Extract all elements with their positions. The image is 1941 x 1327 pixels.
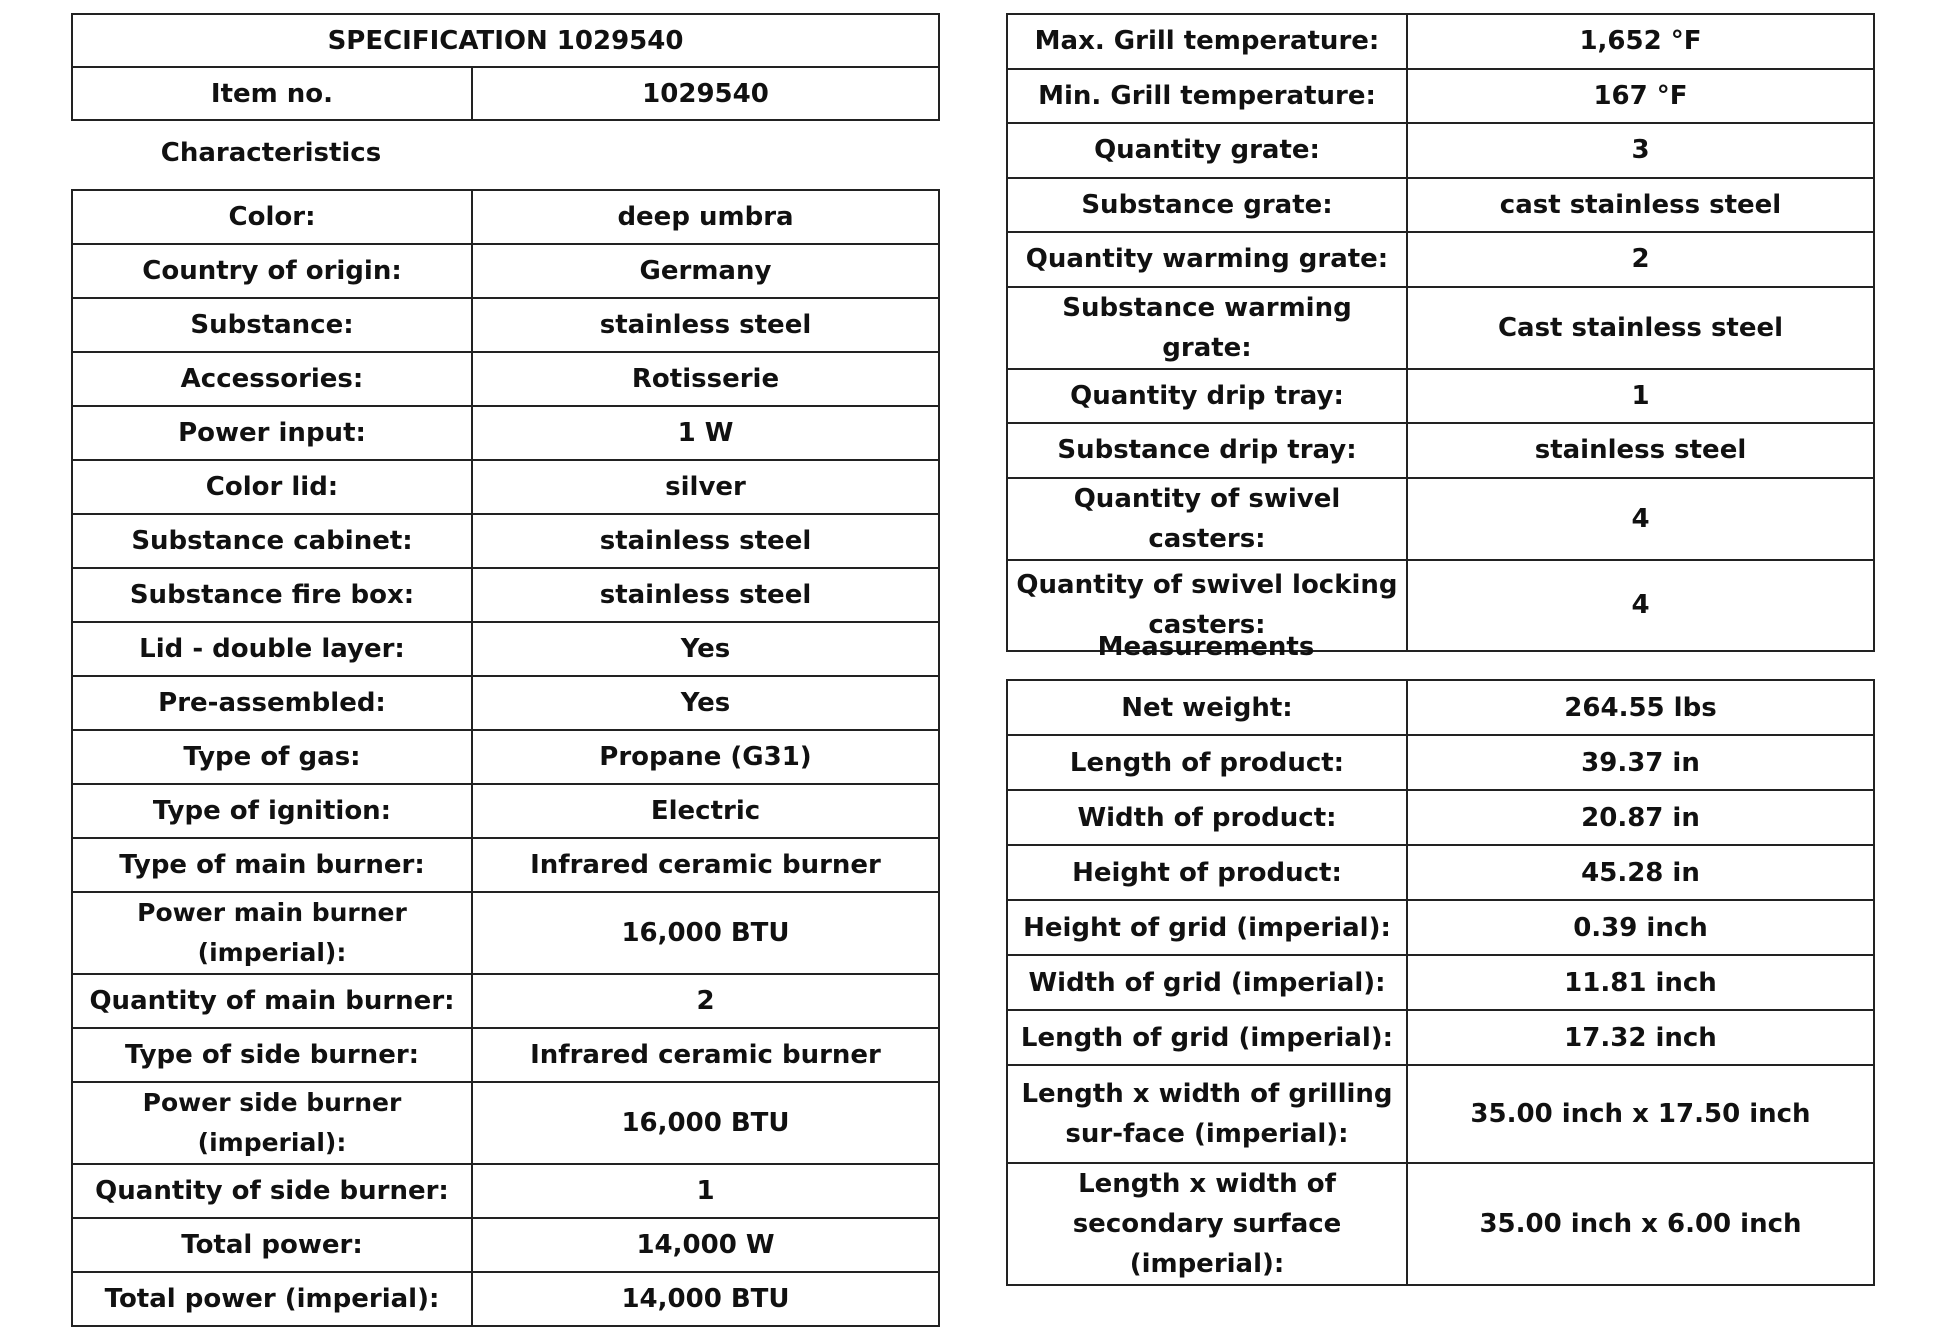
spec-label: Accessories: — [72, 352, 472, 406]
spec-value: stainless steel — [472, 514, 939, 568]
spec-row — [1007, 955, 1874, 1010]
measurements-heading: Measurements — [1097, 632, 1315, 662]
item-no-value: 1029540 — [472, 67, 939, 120]
spec-label: Lid - double layer: — [72, 622, 472, 676]
spec-value: 4 — [1407, 478, 1874, 560]
spec-row — [72, 190, 939, 244]
spec-row — [1007, 123, 1874, 178]
spec-row — [1007, 478, 1874, 560]
spec-value: stainless steel — [472, 298, 939, 352]
item-no-label: Item no. — [72, 67, 472, 120]
spec-value: Germany — [472, 244, 939, 298]
spec-value: 1 — [1407, 369, 1874, 424]
spec-row — [1007, 69, 1874, 124]
specification-title-row — [72, 14, 939, 67]
spec-label: Height of product: — [1007, 845, 1407, 900]
spec-row — [1007, 900, 1874, 955]
spec-label: Quantity of main burner: — [72, 974, 472, 1028]
spec-row — [1007, 1010, 1874, 1065]
spec-value: stainless steel — [472, 568, 939, 622]
spec-row — [72, 1028, 939, 1082]
spec-label: Total power (imperial): — [72, 1272, 472, 1326]
spec-value: 1 W — [472, 406, 939, 460]
spec-value: Cast stainless steel — [1407, 287, 1874, 369]
spec-row — [72, 730, 939, 784]
spec-value: 16,000 BTU — [472, 1082, 939, 1164]
spec-row — [72, 974, 939, 1028]
spec-label: Quantity of swivel locking casters: — [1007, 560, 1407, 651]
spec-row — [1007, 1163, 1874, 1285]
spec-row — [72, 406, 939, 460]
spec-label: Substance fire box: — [72, 568, 472, 622]
spec-label: Substance: — [72, 298, 472, 352]
spec-row — [72, 568, 939, 622]
spec-row — [72, 514, 939, 568]
spec-label: Total power: — [72, 1218, 472, 1272]
measurements-table — [1006, 679, 1875, 1286]
spec-label: Power side burner (imperial): — [72, 1082, 472, 1164]
spec-value: Electric — [472, 784, 939, 838]
grill-spec-table — [1006, 13, 1875, 652]
specification-header-table — [71, 13, 940, 121]
spec-value: silver — [472, 460, 939, 514]
spec-value: 16,000 BTU — [472, 892, 939, 974]
spec-row — [72, 676, 939, 730]
spec-row — [1007, 790, 1874, 845]
spec-value: 4 — [1407, 560, 1874, 651]
item-no-row — [72, 67, 939, 120]
spec-row — [72, 1218, 939, 1272]
spec-label: Country of origin: — [72, 244, 472, 298]
spec-value: 264.55 lbs — [1407, 680, 1874, 735]
spec-label: Color lid: — [72, 460, 472, 514]
spec-value: Infrared ceramic burner — [472, 838, 939, 892]
spec-label: Quantity grate: — [1007, 123, 1407, 178]
spec-value: 1 — [472, 1164, 939, 1218]
spec-value: cast stainless steel — [1407, 178, 1874, 233]
spec-value: 3 — [1407, 123, 1874, 178]
spec-label: Height of grid (imperial): — [1007, 900, 1407, 955]
spec-row — [72, 892, 939, 974]
spec-value: Rotisserie — [472, 352, 939, 406]
spec-value: stainless steel — [1407, 423, 1874, 478]
spec-value: 17.32 inch — [1407, 1010, 1874, 1065]
spec-row — [1007, 232, 1874, 287]
spec-label: Length of product: — [1007, 735, 1407, 790]
spec-row — [72, 622, 939, 676]
spec-value: 45.28 in — [1407, 845, 1874, 900]
spec-value: 0.39 inch — [1407, 900, 1874, 955]
spec-row — [1007, 845, 1874, 900]
specification-title: SPECIFICATION 1029540 — [72, 14, 939, 67]
spec-label: Net weight: — [1007, 680, 1407, 735]
spec-label: Quantity of swivel casters: — [1007, 478, 1407, 560]
spec-row — [72, 784, 939, 838]
characteristics-table — [71, 189, 940, 1327]
spec-label: Width of grid (imperial): — [1007, 955, 1407, 1010]
spec-label: Power input: — [72, 406, 472, 460]
spec-label: Length of grid (imperial): — [1007, 1010, 1407, 1065]
spec-value: 39.37 in — [1407, 735, 1874, 790]
spec-value: Yes — [472, 622, 939, 676]
spec-value: 35.00 inch x 17.50 inch — [1407, 1065, 1874, 1163]
spec-label: Length x width of grilling sur-face (imperial): — [1007, 1065, 1407, 1163]
spec-label: Length x width of secondary surface (imperial): — [1007, 1163, 1407, 1285]
spec-row — [72, 244, 939, 298]
spec-row — [1007, 14, 1874, 69]
spec-row — [72, 298, 939, 352]
spec-label: Substance cabinet: — [72, 514, 472, 568]
spec-row — [1007, 178, 1874, 233]
spec-label: Substance grate: — [1007, 178, 1407, 233]
spec-value: 35.00 inch x 6.00 inch — [1407, 1163, 1874, 1285]
spec-value: 14,000 BTU — [472, 1272, 939, 1326]
spec-label: Substance warming grate: — [1007, 287, 1407, 369]
spec-label: Quantity of side burner: — [72, 1164, 472, 1218]
spec-value: Propane (G31) — [472, 730, 939, 784]
spec-value: deep umbra — [472, 190, 939, 244]
spec-row — [72, 1272, 939, 1326]
spec-value: 1,652 °F — [1407, 14, 1874, 69]
spec-label: Quantity drip tray: — [1007, 369, 1407, 424]
spec-label: Type of main burner: — [72, 838, 472, 892]
spec-label: Pre-assembled: — [72, 676, 472, 730]
spec-row — [1007, 680, 1874, 735]
spec-row — [72, 352, 939, 406]
spec-row — [72, 1082, 939, 1164]
spec-row — [1007, 369, 1874, 424]
spec-row — [72, 1164, 939, 1218]
spec-row — [1007, 1065, 1874, 1163]
spec-row — [1007, 423, 1874, 478]
spec-value: Yes — [472, 676, 939, 730]
spec-row — [1007, 735, 1874, 790]
spec-value: 167 °F — [1407, 69, 1874, 124]
spec-label: Min. Grill temperature: — [1007, 69, 1407, 124]
spec-label: Quantity warming grate: — [1007, 232, 1407, 287]
spec-row — [72, 460, 939, 514]
spec-label: Type of side burner: — [72, 1028, 472, 1082]
spec-label: Type of gas: — [72, 730, 472, 784]
spec-label: Max. Grill temperature: — [1007, 14, 1407, 69]
spec-value: 11.81 inch — [1407, 955, 1874, 1010]
characteristics-heading: Characteristics — [160, 138, 382, 168]
spec-value: 2 — [1407, 232, 1874, 287]
spec-row — [72, 838, 939, 892]
spec-value: 2 — [472, 974, 939, 1028]
spec-label: Substance drip tray: — [1007, 423, 1407, 478]
spec-label: Color: — [72, 190, 472, 244]
spec-value: 14,000 W — [472, 1218, 939, 1272]
spec-row — [1007, 287, 1874, 369]
spec-value: 20.87 in — [1407, 790, 1874, 845]
spec-label: Width of product: — [1007, 790, 1407, 845]
spec-label: Power main burner (imperial): — [72, 892, 472, 974]
spec-label: Type of ignition: — [72, 784, 472, 838]
spec-value: Infrared ceramic burner — [472, 1028, 939, 1082]
